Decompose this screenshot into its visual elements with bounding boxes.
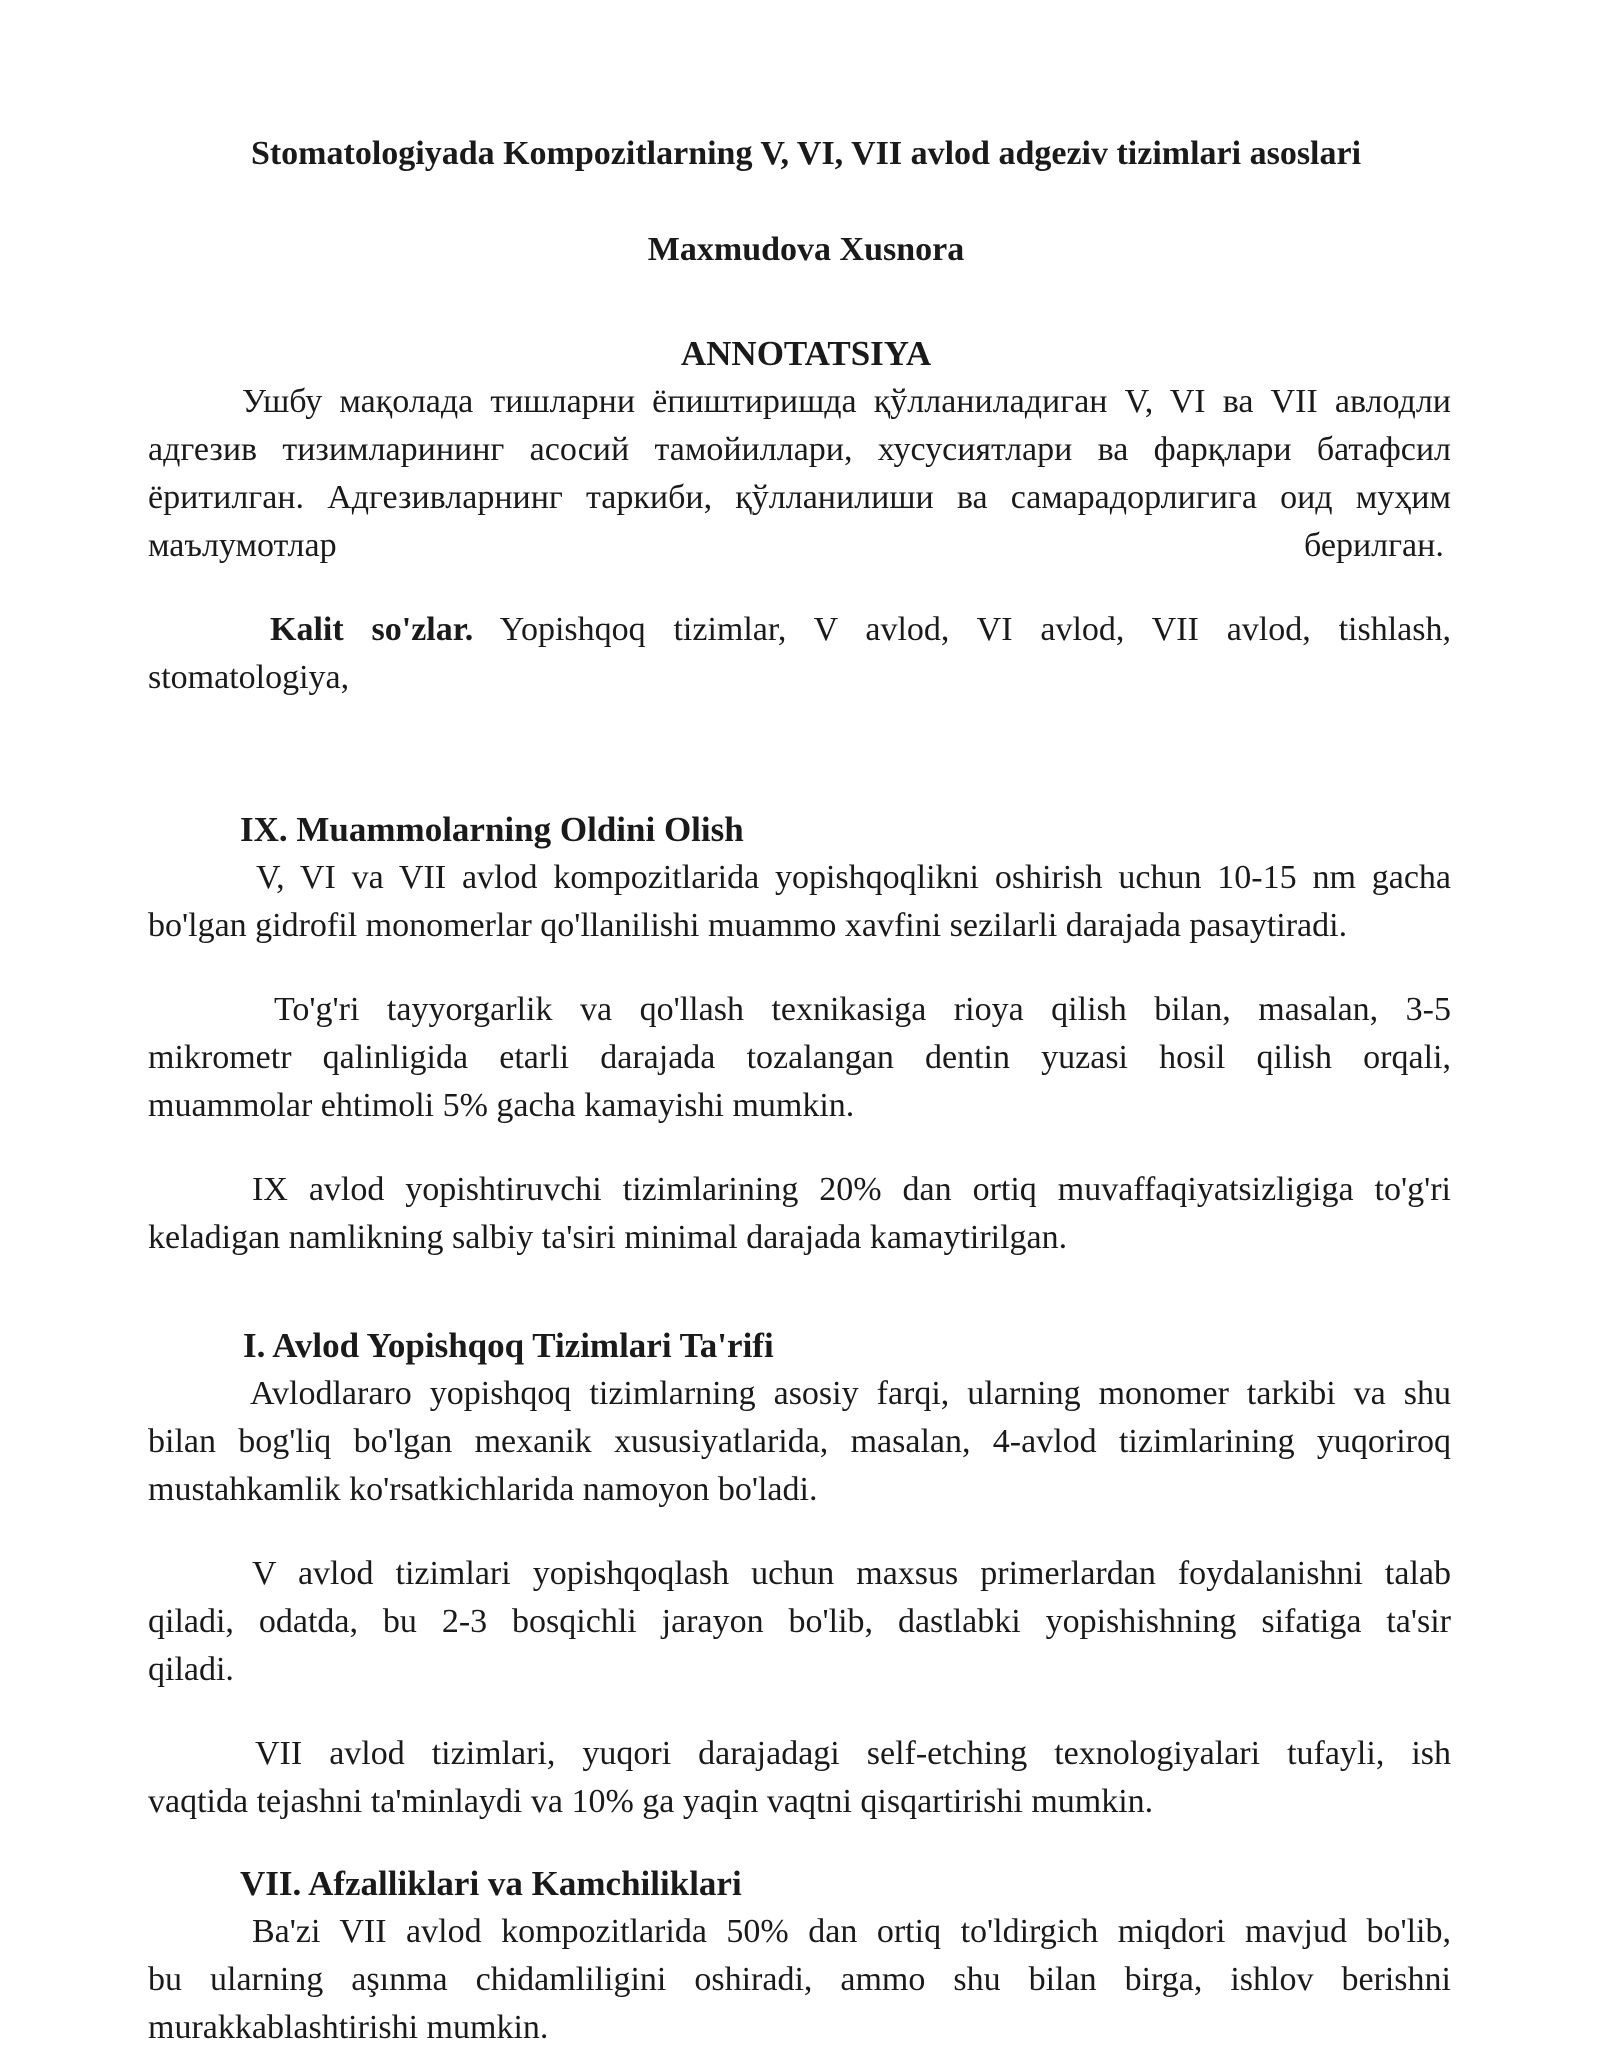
paragraph-line: mustahkamlik ko'rsatkichlarida namoyon bo'ladi. <box>148 1471 818 1508</box>
annotation-line: адгезив тизимларининг асосий тамойиллари, хусусиятлари ва фарқлари батафсил <box>148 431 1451 468</box>
annotation-line: Ушбу мақолада тишларни ёпиштиришда қўлланиладиган V, VI ва VII авлодли <box>242 383 1451 420</box>
paragraph-line: vaqtida tejashni ta'minlaydi va 10% ga yaqin vaqtni qisqartirishi mumkin. <box>148 1783 1154 1820</box>
paragraph-line: VII avlod tizimlari, yuqori darajadagi self-etching texnologiyalari tufayli, ish <box>255 1735 1451 1772</box>
keywords-label: Kalit so'zlar. <box>270 611 474 648</box>
paragraph-line: IX avlod yopishtiruvchi tizimlarining 20% dan ortiq muvaffaqiyatsizligiga to'g'ri <box>252 1171 1451 1208</box>
paragraph-line: qiladi, odatda, bu 2-3 bosqichli jarayon bo'lib, dastlabki yopishishning sifatiga ta'sir <box>148 1603 1451 1640</box>
paragraph-line: keladigan namlikning salbiy ta'siri minimal darajada kamaytirilgan. <box>148 1219 1068 1256</box>
keywords-text: Yopishqoq tizimlar, V avlod, VI avlod, VII avlod, tishlash, <box>499 611 1451 648</box>
section-heading: I. Avlod Yopishqoq Tizimlari Ta'rifi <box>243 1326 774 1365</box>
paragraph-line: bo'lgan gidrofil monomerlar qo'llanilishi muammo xavfini sezilarli darajada pasaytiradi. <box>148 907 1348 944</box>
paragraph-line: mikrometr qalinligida etarli darajada tozalangan dentin yuzasi hosil qilish orqali, <box>148 1039 1451 1076</box>
annotation-heading: ANNOTATSIYA <box>680 334 932 373</box>
keywords-line <box>270 606 1451 654</box>
annotation-line: маълумотлар <box>148 527 337 564</box>
author-name: Maxmudova Xusnora <box>647 231 965 268</box>
annotation-line: берилган. <box>1304 527 1444 564</box>
document-title: Stomatologiyada Kompozitlarning V, VI, VII avlod adgeziv tizimlari asoslari <box>250 135 1362 172</box>
paragraph-line: murakkablashtirishi mumkin. <box>148 2009 549 2046</box>
paragraph-line: Avlodlararo yopishqoq tizimlarning asosiy farqi, ularning monomer tarkibi va shu <box>250 1375 1451 1412</box>
paragraph-line: qiladi. <box>148 1651 234 1688</box>
section-heading: IX. Muammolarning Oldini Olish <box>240 810 744 849</box>
paragraph-line: muammolar ehtimoli 5% gacha kamayishi mumkin. <box>148 1087 855 1124</box>
paragraph-line: Ba'zi VII avlod kompozitlarida 50% dan ortiq to'ldirgich miqdori mavjud bo'lib, <box>252 1913 1451 1950</box>
paragraph-line: bu ularning aşınma chidamliligini oshiradi, ammo shu bilan birga, ishlov berishni <box>148 1961 1451 1998</box>
paragraph-line: To'g'ri tayyorgarlik va qo'llash texnikasiga rioya qilish bilan, masalan, 3-5 <box>274 991 1451 1028</box>
paragraph-line: V, VI va VII avlod kompozitlarida yopishqoqlikni oshirish uchun 10-15 nm gacha <box>256 859 1451 896</box>
keywords-line: stomatologiya, <box>148 659 350 696</box>
paragraph-line: V avlod tizimlari yopishqoqlash uchun maxsus primerlardan foydalanishni talab <box>252 1555 1451 1592</box>
section-heading: VII. Afzalliklari va Kamchiliklari <box>240 1864 742 1903</box>
annotation-line: ёритилган. Адгезивларнинг таркиби, қўлланилиши ва самарадорлигига оид муҳим <box>148 479 1451 516</box>
paragraph-line: bilan bog'liq bo'lgan mexanik xususiyatlarida, masalan, 4-avlod tizimlarining yuqoriroq <box>148 1423 1451 1460</box>
